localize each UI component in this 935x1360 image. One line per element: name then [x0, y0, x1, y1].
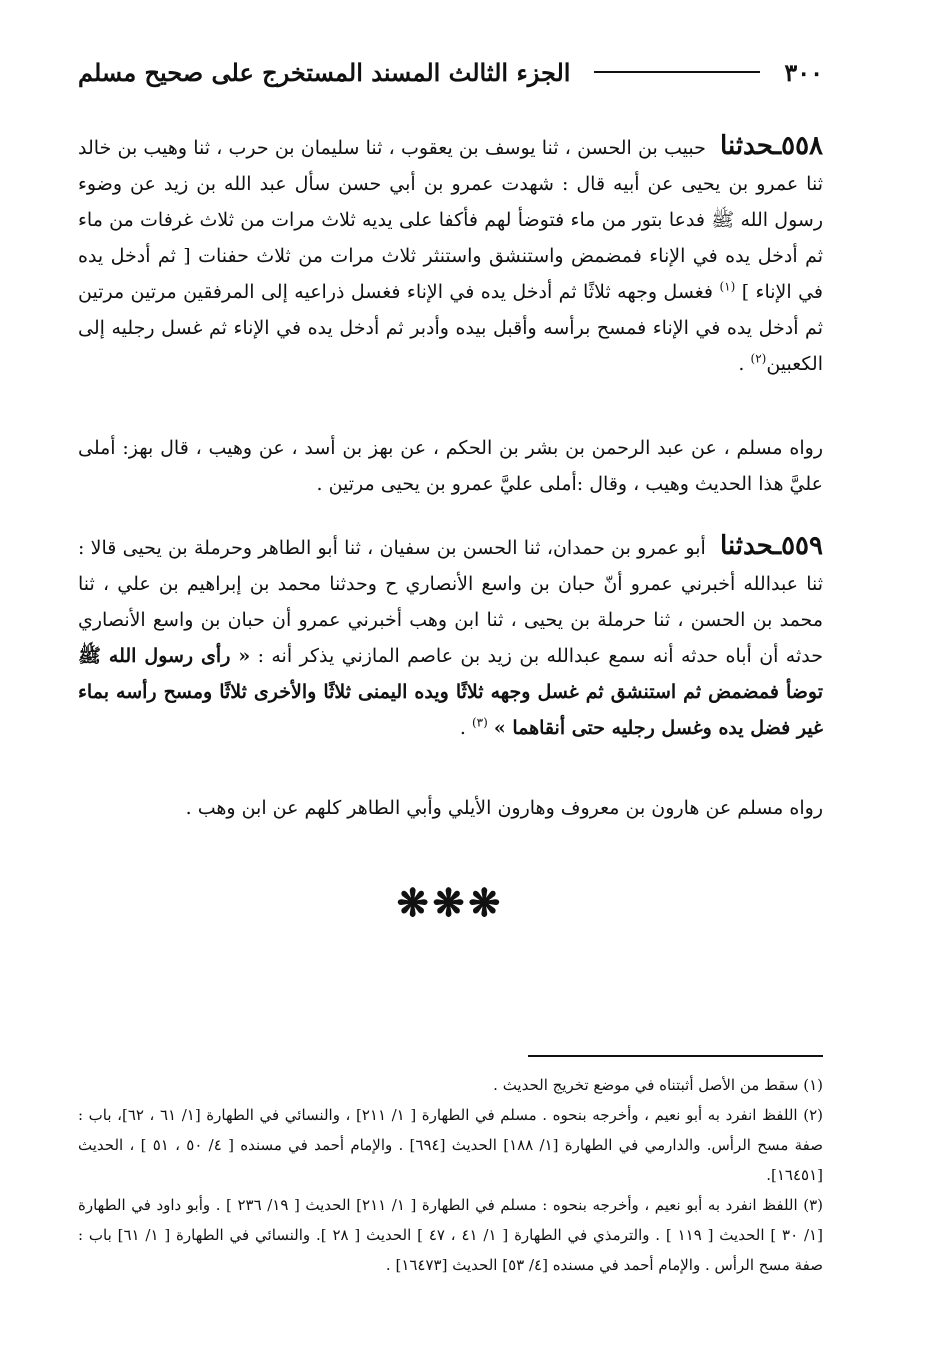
- section-separator: ❋❋❋: [396, 880, 505, 925]
- riwaya-559: رواه مسلم عن هارون بن معروف وهارون الأيلي وأبي الطاهر كلهم عن ابن وهب .: [185, 797, 823, 819]
- footnote-rule: [528, 1055, 823, 1057]
- hadith-558-text-2: فغسل وجهه ثلاثًا ثم أدخل يده في الإناء فغسل ذراعيه إلى المرفقين مرتين مرتين ثم أدخل يده في الإناء فمسح برأسه وأقبل بيده وأدبر ثم أدخل يده في الإناء ثم غسل رجليه إلى الكعبين: [78, 281, 823, 375]
- hadith-558: [78, 128, 823, 382]
- hadith-558-end: .: [738, 353, 751, 375]
- hadith-number-558: ٥٥٨ـحدثنا: [720, 131, 824, 161]
- footnote-1: (١) سقط من الأصل أثبتناه في موضع تخريج الحديث .: [493, 1076, 823, 1094]
- footnote-2: (٢) اللفظ انفرد به أبو نعيم ، وأخرجه بنحوه . مسلم في الطهارة [ ١/ ٢١١] ، والنسائي في الطهارة [١/ ٦١ ، ٦٢]، باب : صفة مسح الرأس. والدارمي في الطهارة [١/ ١٨٨] الحديث [٦٩٤] . والإمام أحمد في مسنده [ ٤/ ٥٠ ، ٥١ ] ، الحديث [١٦٤٥١].: [78, 1106, 823, 1184]
- footnote-ref-1: (١): [719, 279, 736, 294]
- page-header: [78, 50, 823, 94]
- footnote-3: (٣) اللفظ انفرد به أبو نعيم ، وأخرجه بنحوه : مسلم في الطهارة [ ١/ ٢١١] الحديث [ ١٩/ ٢٣٦ ] . وأبو داود في الطهارة [١/ ٣٠ ] الحديث [ ١١٩ ] . والترمذي في الطهارة [ ١/ ٤١ ، ٤٧ ] الحديث [ ٢٨ ]. والنسائي في الطهارة [ ١/ ٦١] باب : صفة مسح الرأس . والإمام أحمد في مسنده [٤/ ٥٣] الحديث [١٦٤٧٣] .: [78, 1196, 824, 1274]
- running-title: الجزء الثالث المسند المستخرج على صحيح مسلم: [78, 57, 571, 87]
- footnote-ref-3: (٣): [471, 715, 488, 730]
- hadith-558-text: حبيب بن الحسن ، ثنا يوسف بن يعقوب ، ثنا سليمان بن حرب ، ثنا وهيب بن خالد ثنا عمرو بن يحيى عن أبيه قال : شهدت عمرو بن أبي حسن سأل عبد الله بن زيد عن وضوء رسول الله ﷺ فدعا بتور من ماء فتوضأ لهم فأكفا على يديه ثلاث مرات من ثلاث غرفات من ماء ثم أدخل يده في الإناء فمضمض واستنشق واستنثر ثلاث مرات من ثلاث حفنات [ ثم أدخل يده في الإناء ]: [78, 137, 823, 303]
- hadith-number-559: ٥٥٩ـحدثنا: [720, 531, 823, 561]
- page: [78, 50, 823, 1340]
- hadith-559-end: .: [459, 717, 472, 739]
- riwaya-558: رواه مسلم ، عن عبد الرحمن بن بشر بن الحكم ، عن بهز بن أسد ، عن وهيب ، قال بهز: أملى عليَّ هذا الحديث وهيب ، وقال :أملى عليَّ عمرو بن يحيى مرتين .: [78, 437, 823, 495]
- hadith-559: [78, 528, 823, 746]
- header-rule: [594, 71, 760, 73]
- hadith-559-matn: « رأى رسول الله ﷺ توضأ فمضمض ثم استنشق ثم غسل وجهه ثلاثًا ويده اليمنى ثلاثًا والأخرى ثلاثًا ومسح رأسه بماء غير فضل يده وغسل رجليه حتى أنقاهما »: [78, 645, 823, 739]
- footnote-ref-2: (٢): [750, 351, 767, 366]
- page-number: ٣٠٠: [784, 57, 823, 87]
- footnotes: [78, 1070, 823, 1280]
- hadith-559-text: أبو عمرو بن حمدان، ثنا الحسن بن سفيان ، ثنا أبو الطاهر وحرملة بن يحيى قالا : ثنا عبدالله أخبرني عمرو أنّ حبان بن واسع الأنصاري ح وحدثنا محمد بن إبراهيم بن علي ، ثنا محمد بن الحسن ، ثنا حرملة بن يحيى ، ثنا ابن وهب أخبرني عمرو أن حبان بن واسع الأنصاري حدثه أن أباه حدثه أنه سمع عبدالله بن زيد بن عاصم المازني يذكر أنه :: [78, 537, 823, 667]
